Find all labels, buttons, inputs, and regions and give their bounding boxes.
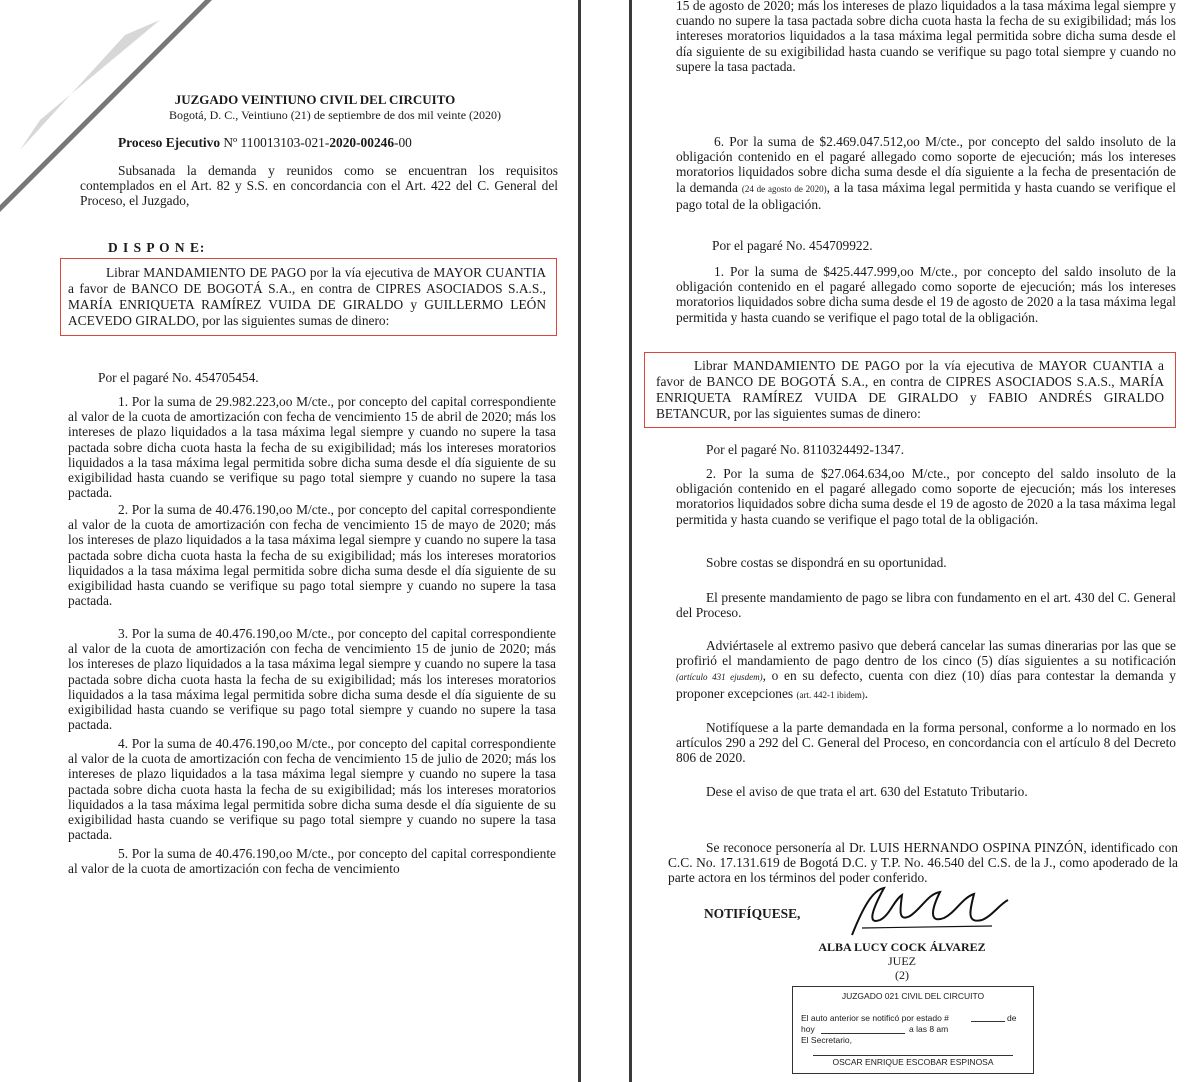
stamp-secretary-name: OSCAR ENRIQUE ESCOBAR ESPINOSA (832, 1057, 994, 1067)
document-page-right (632, 0, 1200, 1082)
fundamento-paragraph: El presente mandamiento de pago se libra con fundamento en el art. 430 del C. General del Proceso. (676, 590, 1176, 621)
dispone-heading: D I S P O N E: (108, 240, 206, 255)
mandamiento-paragraph: Librar MANDAMIENTO DE PAGO por la vía ejecutiva de MAYOR CUANTIA a favor de BANCO DE BOGOTÁ S.A., en contra de CIPRES ASOCIADOS S.A.S., MARÍA ENRIQUETA RAMÍREZ VUIDA DE GIRALDO y GUILLERMO LEÓN ACEVEDO GIRALDO, por las siguientes sumas de dinero: (68, 265, 546, 328)
document-page-left (0, 0, 578, 1082)
item-4: 4. Por la suma de 40.476.190,oo M/cte., por concepto del capital correspondiente al valor de la cuota de amortización con fecha de vencimiento 15 de julio de 2020; más los intereses de plazo liquidados a la tasa máxima legal siempre y cuando no supere la tasa pactada sobre dicha cuota hasta la fecha de su exigibilidad; más los intereses moratorios liquidados a la tasa máxima legal permitida sobre dicha suma desde el día siguiente de su exigibilidad hasta cuando se verifique su pago total siempre y cuando no supere la tasa pactada. (68, 736, 556, 843)
notification-stamp (792, 986, 1034, 1074)
mandamiento-paragraph-2: Librar MANDAMIENTO DE PAGO por la vía ejecutiva de MAYOR CUANTIA a favor de BANCO DE BOGOTÁ S.A., en contra de CIPRES ASOCIADOS S.A.S., MARÍA ENRIQUETA RAMÍREZ VUIDA DE GIRALDO y FABIO ANDRÉS GIRALDO BETANCUR, por las siguientes sumas de dinero: (656, 358, 1164, 421)
item-6: 6. Por la suma de $2.469.047.512,oo M/cte., por concepto del saldo insoluto de la obligación contenido en el pagaré allegado como soporte de ejecución; más los intereses moratorios liquidados sobre dicha suma desde el día siguiente a la fecha de presentación de la demanda (24 de agosto de 2020), a la tasa máxima legal permitida y hasta cuando se verifique el pago total de la obligación. (676, 134, 1177, 212)
costas-paragraph: Sobre costas se dispondrá en su oportunidad. (706, 555, 947, 570)
stamp-line-2-time: a las 8 am (909, 1024, 949, 1034)
stamp-line-1-end: de (1007, 1013, 1017, 1023)
advertencia-paragraph: Adviértasele al extremo pasivo que deberá cancelar las sumas dinerarias por las que se profirió el mandamiento de pago dentro de los cinco (5) días siguientes a su notificación (artículo 431 ejusdem), o en su defecto, cuenta con diez (10) días para contestar la demanda y proponer excepciones (art. 442-1 ibidem). (676, 638, 1177, 701)
stamp-line-1: El auto anterior se notificó por estado # (801, 1013, 949, 1023)
court-name: JUZGADO VEINTIUNO CIVIL DEL CIRCUITO (174, 92, 456, 107)
notificacion-paragraph: Notifíquese a la parte demandada en la forma personal, conforme a lo normado en los artículos 290 a 292 del C. General del Proceso, en concordancia con el artículo 8 del Decreto 806 de 2020. (676, 720, 1176, 766)
stamp-signature-line (813, 1055, 1013, 1056)
pagare-label: Por el pagaré No. 454705454. (98, 370, 259, 385)
resolution-date: Bogotá, D. C., Veintiuno (21) de septiembre de dos mil veinte (2020) (168, 108, 502, 122)
stamp-line-2-hoy: hoy (801, 1024, 815, 1034)
judge-title: JUEZ (888, 954, 916, 968)
item-5: 5. Por la suma de 40.476.190,oo M/cte., por concepto del capital correspondiente al valor de la cuota de amortización con fecha de vencimiento (68, 846, 556, 877)
pagare-label-3: Por el pagaré No. 8110324492-1347. (706, 442, 905, 457)
stamp-blank-1 (971, 1021, 1005, 1022)
stamp-line-3: El Secretario, (801, 1035, 853, 1045)
item-2: 2. Por la suma de 40.476.190,oo M/cte., por concepto del capital correspondiente al valor de la cuota de amortización con fecha de vencimiento 15 de mayo de 2020; más los intereses de plazo liquidados a la tasa máxima legal siempre y cuando no supere la tasa pactada sobre dicha cuota hasta la fecha de su exigibilidad; más los intereses moratorios liquidados a la tasa máxima legal permitida sobre dicha suma desde el día siguiente de su exigibilidad hasta cuando se verifique su pago total siempre y cuando no supere la tasa pactada. (68, 502, 556, 609)
item-1-second: 1. Por la suma de $425.447.999,oo M/cte., por concepto del saldo insoluto de la obligación contenido en el pagaré allegado como soporte de ejecución; más los intereses moratorios liquidados sobre dicha suma desde el 19 de agosto de 2020 a la tasa máxima legal permitida y hasta cuando se verifique el pago total de la obligación. (676, 264, 1176, 325)
judge-number: (2) (895, 968, 909, 982)
judge-name: ALBA LUCY COCK ÁLVAREZ (818, 940, 986, 954)
process-number: Proceso Ejecutivo Nº 110013103-021-2020-00246-00 (118, 135, 412, 150)
item-1: 1. Por la suma de 29.982.223,oo M/cte., por concepto del capital correspondiente al valor de la cuota de amortización con fecha de vencimiento 15 de abril de 2020; más los intereses de plazo liquidados a la tasa máxima legal siempre y cuando no supere la tasa pactada sobre dicha cuota hasta la fecha de su exigibilidad; más los intereses moratorios liquidados a la tasa máxima legal permitida sobre dicha suma desde el día siguiente de su exigibilidad hasta cuando se verifique su pago total siempre y cuando no supere la tasa pactada. (68, 394, 556, 501)
pagare-label-2: Por el pagaré No. 454709922. (712, 238, 873, 253)
item-3: 3. Por la suma de 40.476.190,oo M/cte., por concepto del capital correspondiente al valor de la cuota de amortización con fecha de vencimiento 15 de junio de 2020; más los intereses de plazo liquidados a la tasa máxima legal siempre y cuando no supere la tasa pactada sobre dicha cuota hasta la fecha de su exigibilidad; más los intereses moratorios liquidados a la tasa máxima legal permitida sobre dicha suma desde el día siguiente de su exigibilidad hasta cuando se verifique su pago total siempre y cuando no supere la tasa pactada. (68, 626, 556, 733)
page-divider (578, 0, 632, 1082)
item-5-continuation: 15 de agosto de 2020; más los intereses de plazo liquidados a la tasa máxima legal siempre y cuando no supere la tasa pactada sobre dicha cuota hasta la fecha de su exigibilidad; más los intereses moratorios liquidados a la tasa máxima legal permitida sobre dicha suma desde el día siguiente de su exigibilidad hasta cuando se verifique su pago total siempre y cuando no supere la tasa pactada. (676, 0, 1176, 74)
stamp-title: JUZGADO 021 CIVIL DEL CIRCUITO (841, 991, 985, 1001)
intro-paragraph: Subsanada la demanda y reunidos como se encuentran los requisitos contemplados en el Art. 82 y S.S. en concordancia con el Art. 422 del C. General del Proceso, el Juzgado, (80, 163, 558, 209)
item-2-second: 2. Por la suma de $27.064.634,oo M/cte., por concepto del saldo insoluto de la obligación contenido en el pagaré allegado como soporte de ejecución; más los intereses moratorios liquidados sobre dicha suma desde el 19 de agosto de 2020 a la tasa máxima legal permitida y hasta cuando se verifique el pago total de la obligación. (676, 466, 1176, 527)
notifiquese-closing: NOTIFÍQUESE, (704, 906, 801, 921)
personeria-paragraph: Se reconoce personería al Dr. LUIS HERNANDO OSPINA PINZÓN, identificado con C.C. No. 17.131.619 de Bogotá D.C. y T.P. No. 46.540 del C.S. de la J., como apoderado de la parte actora en los términos del poder conferido. (668, 840, 1178, 886)
judge-signature (832, 880, 1032, 940)
aviso-paragraph: Dese el aviso de que trata el art. 630 del Estatuto Tributario. (706, 784, 1028, 799)
stamp-blank-2 (821, 1033, 905, 1034)
